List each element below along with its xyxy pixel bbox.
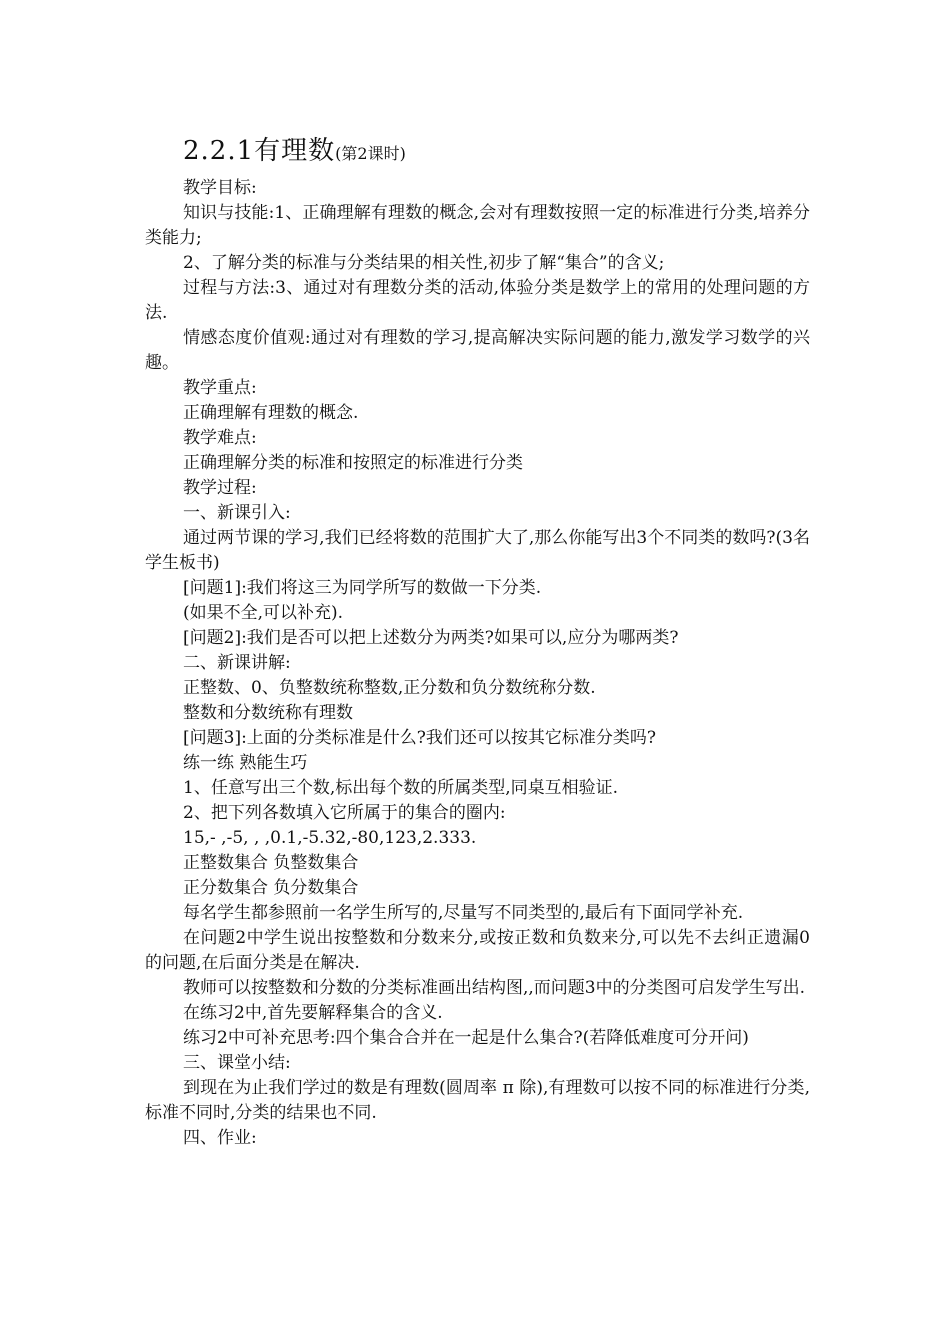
paragraph: 练一练 熟能生巧 bbox=[183, 753, 308, 773]
paragraph: 教学过程: bbox=[183, 478, 257, 498]
paragraph: 整数和分数统称有理数 bbox=[183, 703, 353, 723]
paragraph: 正分数集合 负分数集合 bbox=[183, 878, 359, 898]
document-title bbox=[183, 136, 406, 169]
paragraph: [问题2]:我们是否可以把上述数分为两类?如果可以,应分为哪两类? bbox=[183, 628, 679, 648]
paragraph: 正整数、0、负整数统称整数,正分数和负分数统称分数. bbox=[183, 678, 596, 698]
paragraph: 正确理解分类的标准和按照定的标准进行分类 bbox=[183, 453, 523, 473]
paragraph: [问题1]:我们将这三为同学所写的数做一下分类. bbox=[183, 578, 542, 598]
title-sub: (第2课时) bbox=[335, 144, 406, 163]
paragraph: 三、课堂小结: bbox=[183, 1053, 291, 1073]
paragraph: 通过两节课的学习,我们已经将数的范围扩大了,那么你能写出3个不同类的数吗?(3名学生板书) bbox=[145, 528, 810, 573]
title-main: 2.2.1有理数 bbox=[183, 136, 336, 166]
paragraph: 过程与方法:3、通过对有理数分类的活动,体验分类是数学上的常用的处理问题的方法. bbox=[145, 278, 810, 323]
document-body bbox=[145, 176, 810, 1151]
paragraph: 二、新课讲解: bbox=[183, 653, 291, 673]
paragraph: 15,- ,-5, , ,0.1,-5.32,-80,123,2.333. bbox=[183, 828, 477, 848]
paragraph: [问题3]:上面的分类标准是什么?我们还可以按其它标准分类吗? bbox=[183, 728, 657, 748]
paragraph: 2、把下列各数填入它所属于的集合的圈内: bbox=[183, 803, 506, 823]
paragraph: 在问题2中学生说出按整数和分数来分,或按正数和负数来分,可以先不去纠正遗漏0的问题,在后面分类是在解决. bbox=[145, 928, 810, 973]
paragraph: 教学难点: bbox=[183, 428, 257, 448]
paragraph: 每名学生都参照前一名学生所写的,尽量写不同类型的,最后有下面同学补充. bbox=[183, 903, 744, 923]
paragraph: 知识与技能:1、正确理解有理数的概念,会对有理数按照一定的标准进行分类,培养分类能力; bbox=[145, 203, 810, 248]
paragraph: 四、作业: bbox=[183, 1128, 257, 1148]
paragraph: 一、新课引入: bbox=[183, 503, 291, 523]
paragraph: 教学目标: bbox=[183, 178, 257, 198]
paragraph: 教师可以按整数和分数的分类标准画出结构图,,而问题3中的分类图可启发学生写出. bbox=[183, 978, 806, 998]
paragraph: 正确理解有理数的概念. bbox=[183, 403, 359, 423]
paragraph: 情感态度价值观:通过对有理数的学习,提高解决实际问题的能力,激发学习数学的兴趣。 bbox=[145, 328, 810, 373]
paragraph: 到现在为止我们学过的数是有理数(圆周率 π 除),有理数可以按不同的标准进行分类,标准不同时,分类的结果也不同. bbox=[145, 1078, 810, 1123]
paragraph: 1、任意写出三个数,标出每个数的所属类型,同桌互相验证. bbox=[183, 778, 619, 798]
paragraph: 教学重点: bbox=[183, 378, 257, 398]
paragraph: (如果不全,可以补充). bbox=[183, 603, 344, 623]
paragraph: 练习2中可补充思考:四个集合合并在一起是什么集合?(若降低难度可分开问) bbox=[183, 1028, 749, 1048]
paragraph: 在练习2中,首先要解释集合的含义. bbox=[183, 1003, 443, 1023]
paragraph: 正整数集合 负整数集合 bbox=[183, 853, 359, 873]
paragraph: 2、了解分类的标准与分类结果的相关性,初步了解“集合”的含义; bbox=[183, 253, 665, 273]
